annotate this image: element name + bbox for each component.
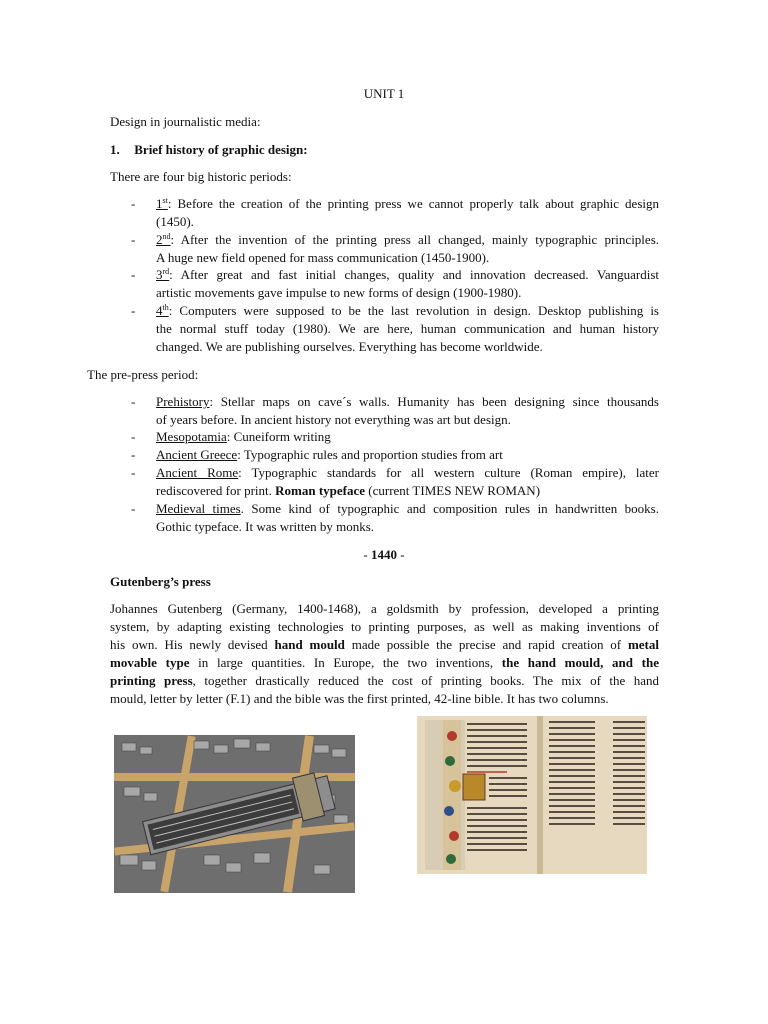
bible-illustration	[417, 716, 647, 874]
prepress-term: Ancient Rome	[156, 465, 239, 480]
period-text: : After great and fast initial changes, quality and innovation decreased. Vanguardist	[169, 267, 659, 282]
section-title: Brief history of graphic design:	[134, 142, 308, 157]
prepress-title: The pre-press period:	[87, 367, 199, 382]
gutenberg-paragraph: Johannes Gutenberg (Germany, 1400-1468), a goldsmith by profession, developed a printing system, by adapting existing technologies to printing purposes, as well as making inventions of his own. His newly devised hand mould made possible the precise and rapid creation of metal movable type in large quantities. In Europe, the two inventions, the hand mould, and the printing press, together drastically reduced the cost of printing books. The mix of the hand mould, letter by letter (F.1) and the bible was the first printed, 42-line bible. It has two columns.	[110, 601, 659, 706]
gutenberg-bible-photo	[417, 716, 647, 874]
period-ordinal: 2nd	[156, 232, 171, 247]
prepress-item-prehistory	[131, 393, 659, 429]
period-item-4	[131, 302, 659, 356]
prepress-text-cont: Gothic typeface. It was written by monks.	[156, 519, 375, 534]
list-dash: -	[131, 303, 136, 318]
prepress-term: Medieval times	[156, 501, 241, 516]
list-dash: -	[131, 232, 136, 247]
prepress-term: Prehistory	[156, 394, 210, 409]
prepress-text: : Cuneiform writing	[226, 429, 331, 444]
list-dash: -	[131, 501, 136, 516]
year-marker: - 1440 -	[363, 547, 405, 562]
prepress-text: : Stellar maps on cave´s walls. Humanity has been designing since thousands	[209, 394, 659, 409]
section-heading	[110, 141, 308, 159]
year-1440: 1440	[371, 547, 397, 562]
prepress-term: Ancient Greece	[156, 447, 238, 462]
section-number: 1.	[110, 142, 120, 157]
gutenberg-title: Gutenberg’s press	[110, 574, 211, 589]
roman-typeface: Roman typeface	[275, 483, 366, 498]
prepress-text-cont: of years before. In ancient history not everything was art but design.	[156, 412, 511, 427]
unit-heading: UNIT 1	[363, 86, 405, 101]
periods-intro: There are four big historic periods:	[110, 169, 292, 184]
period-ordinal: 3rd	[156, 267, 170, 282]
period-item-2	[131, 231, 659, 267]
prepress-text-cont: (current TIMES NEW ROMAN)	[365, 483, 541, 498]
prepress-item-greece	[131, 446, 659, 464]
prepress-text-cont: rediscovered for print.	[156, 483, 276, 498]
period-text: : Before the creation of the printing press we cannot properly talk about graphic design	[167, 196, 659, 211]
list-dash: -	[131, 394, 136, 409]
subtitle: Design in journalistic media:	[110, 114, 261, 129]
list-dash: -	[131, 196, 136, 211]
list-dash: -	[131, 465, 136, 480]
prepress-item-medieval	[131, 500, 659, 536]
list-dash: -	[131, 267, 136, 282]
period-text-cont: the normal stuff today (1980). We are here, human communication and human history	[156, 321, 659, 336]
prepress-text: : Typographic standards for all western culture (Roman empire), later	[238, 465, 659, 480]
prepress-text: . Some kind of typographic and composition rules in handwritten books.	[240, 501, 659, 516]
list-dash: -	[131, 429, 136, 444]
list-dash: -	[131, 447, 136, 462]
period-text-cont: (1450).	[156, 214, 194, 229]
period-item-1	[131, 195, 659, 231]
movable-type-photo	[114, 735, 355, 893]
prepress-item-rome	[131, 464, 659, 500]
period-item-3	[131, 266, 659, 302]
prepress-item-mesopotamia	[131, 428, 659, 446]
period-ordinal: 4th	[156, 303, 169, 318]
period-text: : Computers were supposed to be the last revolution in design. Desktop publishing is	[168, 303, 659, 318]
period-ordinal: 1st	[156, 196, 168, 211]
period-text-cont: changed. We are publishing ourselves. Everything has become worldwide.	[156, 339, 543, 354]
period-text-cont: artistic movements gave impulse to new forms of design (1900-1980).	[156, 285, 522, 300]
movable-type-illustration	[114, 735, 355, 893]
prepress-term: Mesopotamia	[156, 429, 227, 444]
period-text-cont: A huge new field opened for mass communication (1450-1900).	[156, 250, 490, 265]
period-text: : After the invention of the printing press all changed, mainly typographic principles.	[170, 232, 659, 247]
prepress-text: : Typographic rules and proportion studies from art	[237, 447, 503, 462]
